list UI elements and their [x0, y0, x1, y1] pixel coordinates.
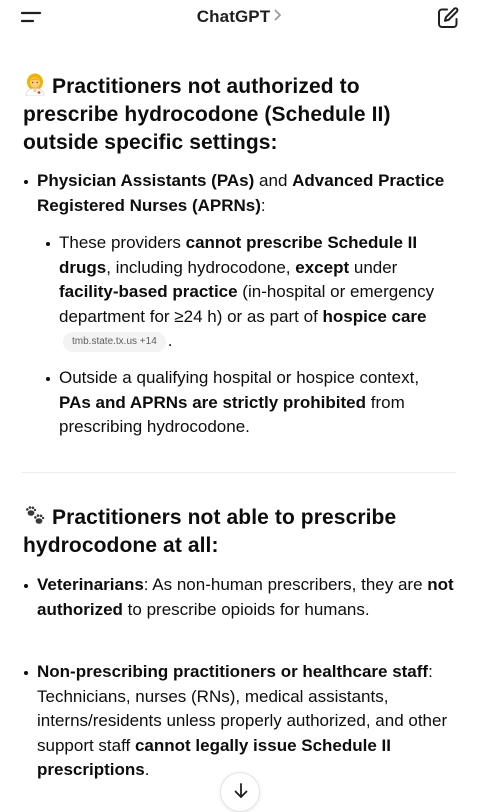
list-item: Physician Assistants (PAs) and Advanced Practice Registered Nurses (APRNs): [23, 169, 463, 218]
citation-badge[interactable]: tmb.state.tx.us +14 [63, 332, 166, 352]
scroll-down-button[interactable] [220, 772, 260, 812]
list-item: Veterinarians: As non-human prescribers, they are not authorized to prescribe opioids for humans. [23, 573, 463, 622]
list-item: Outside a qualifying hospital or hospice context, PAs and APRNs are strictly prohibited from prescribing hydrocodone. [45, 366, 455, 440]
list-item: Non-prescribing practitioners or healthcare staff: Technicians, nurses (RNs), medical assistants, interns/residents unless properly authorized, and other support staff cannot legally issue Schedule II prescriptions. [23, 660, 463, 783]
section-heading: Practitioners not able to prescribe hydrocodone at all: [0, 503, 479, 560]
bullet-list [23, 660, 463, 783]
paw-prints-icon [23, 503, 47, 527]
divider [22, 472, 456, 473]
list-item: These providers cannot prescribe Schedule II drugs, including hydrocodone, except under facility-based practice (in-hospital or emergency department for ≥24 h) or as part of hospice caretmb.state.tx.us +14 . [45, 231, 455, 354]
sub-bullet-list [45, 231, 455, 354]
model-selector[interactable] [0, 7, 479, 27]
app-title: ChatGPT [196, 7, 271, 26]
sub-bullet-list [45, 366, 455, 440]
woman-health-worker-icon [23, 72, 47, 96]
bullet-list [23, 169, 463, 218]
section-heading: Practitioners not authorized to prescribe hydrocodone (Schedule II) outside specific settings: [0, 72, 479, 157]
new-chat-icon[interactable] [436, 6, 460, 30]
bullet-list [23, 573, 463, 622]
chevron-right-icon [274, 6, 282, 26]
top-bar [0, 0, 479, 36]
